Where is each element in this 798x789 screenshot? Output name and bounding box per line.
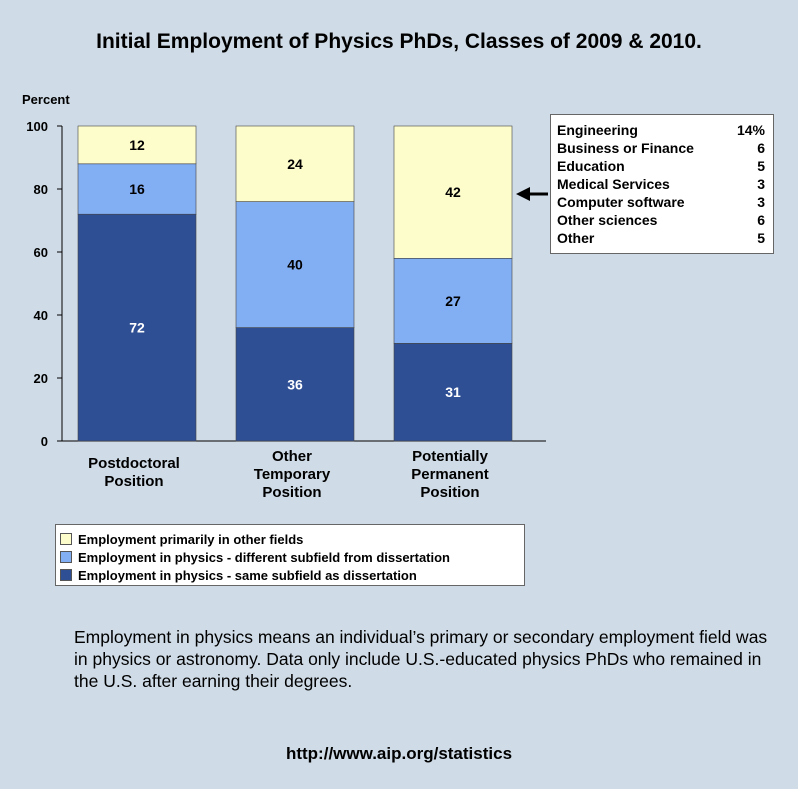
legend-swatch bbox=[60, 569, 72, 581]
data-label: 72 bbox=[129, 319, 145, 336]
data-label: 24 bbox=[287, 155, 303, 172]
legend-item bbox=[60, 566, 524, 584]
data-label: 31 bbox=[445, 384, 461, 401]
legend-item bbox=[60, 530, 524, 548]
inset-row bbox=[557, 157, 765, 175]
inset-row bbox=[557, 139, 765, 157]
y-tick-label: 60 bbox=[33, 245, 48, 260]
data-label: 12 bbox=[129, 136, 145, 153]
data-label: 27 bbox=[445, 292, 461, 309]
x-category-label: Position bbox=[420, 484, 480, 501]
inset-row bbox=[557, 121, 765, 139]
inset-row-label: Engineering bbox=[557, 122, 638, 138]
legend-swatch bbox=[60, 533, 72, 545]
inset-row bbox=[557, 175, 765, 193]
source-url: http://www.aip.org/statistics bbox=[285, 744, 513, 763]
legend-item bbox=[60, 548, 524, 566]
y-tick-label: 100 bbox=[26, 119, 48, 134]
data-label: 42 bbox=[445, 184, 461, 201]
inset-row-value: 3 bbox=[757, 194, 765, 210]
y-tick-label: 40 bbox=[33, 308, 48, 323]
legend-label: Employment in physics - different subfield from dissertation bbox=[78, 549, 450, 565]
inset-breakdown-box bbox=[550, 114, 774, 254]
inset-row-value: 5 bbox=[757, 158, 765, 174]
inset-row-value: 3 bbox=[757, 176, 765, 192]
inset-row-label: Other bbox=[557, 230, 595, 246]
inset-row-label: Other sciences bbox=[557, 212, 658, 228]
data-label: 40 bbox=[287, 256, 303, 273]
inset-row-label: Medical Services bbox=[557, 176, 670, 192]
x-category-label: Other bbox=[271, 448, 313, 465]
inset-row-label: Computer software bbox=[557, 194, 685, 210]
inset-row-value: 6 bbox=[757, 140, 765, 156]
x-category-label: Temporary bbox=[253, 466, 331, 483]
inset-row-value: 14% bbox=[736, 122, 765, 138]
x-category-label: Position bbox=[104, 473, 164, 490]
chart-title: Initial Employment of Physics PhDs, Classes of 2009 & 2010. bbox=[96, 30, 702, 53]
legend-label: Employment primarily in other fields bbox=[78, 531, 304, 547]
x-category-label: Potentially bbox=[412, 448, 488, 465]
data-label: 16 bbox=[129, 181, 145, 197]
footnote: Employment in physics means an individual’s primary or secondary employment field was in physics or astronomy. Data only include U.S.-educated physics PhDs who remained in the U.S. after earning their degrees. bbox=[74, 627, 768, 691]
y-axis-title: Percent bbox=[22, 92, 70, 107]
legend-swatch bbox=[60, 551, 72, 563]
inset-row bbox=[557, 211, 765, 229]
inset-row bbox=[557, 229, 765, 247]
chart-legend bbox=[55, 524, 525, 586]
x-category-label: Postdoctoral bbox=[88, 455, 180, 472]
inset-row bbox=[557, 193, 765, 211]
y-tick-label: 0 bbox=[40, 434, 48, 449]
inset-row-value: 6 bbox=[757, 212, 765, 228]
data-label: 36 bbox=[287, 376, 303, 393]
x-category-label: Position bbox=[262, 484, 322, 501]
inset-row-value: 5 bbox=[757, 230, 765, 246]
legend-label: Employment in physics - same subfield as dissertation bbox=[78, 567, 417, 583]
y-tick-label: 80 bbox=[33, 182, 48, 197]
inset-row-label: Education bbox=[557, 158, 625, 174]
inset-row-label: Business or Finance bbox=[557, 140, 694, 156]
inset-arrow-head bbox=[516, 187, 530, 201]
x-category-label: Permanent bbox=[411, 466, 489, 483]
y-tick-label: 20 bbox=[33, 371, 48, 386]
